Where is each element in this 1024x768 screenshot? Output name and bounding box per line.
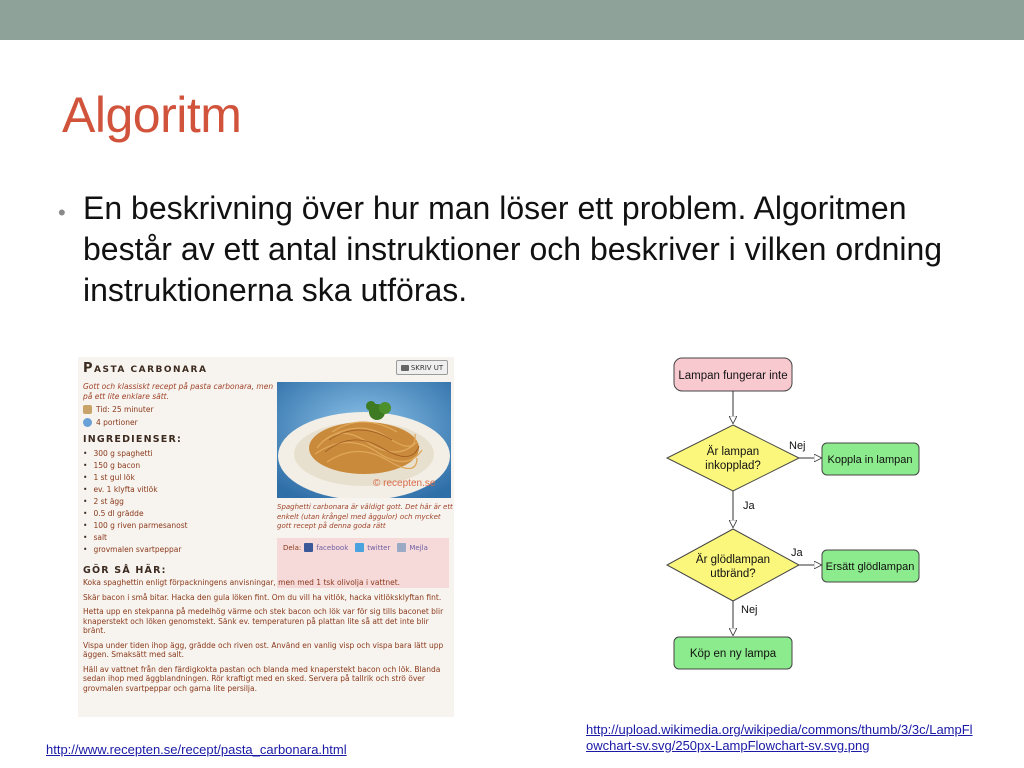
recipe-portions — [83, 418, 138, 427]
print-label: SKRIV UT — [410, 363, 444, 372]
recipe-step: Koka spaghettin enligt förpackningens anvisningar, men med 1 tsk olivolja i vattnet. — [83, 578, 401, 587]
mail-icon[interactable] — [397, 543, 406, 552]
recipe-source-link[interactable]: http://www.recepten.se/recept/pasta_carbonara.html — [46, 742, 347, 757]
facebook-icon[interactable] — [304, 543, 313, 552]
recipe-step: Vispa under tiden ihop ägg, grädde och riven ost. Använd en vanlig visp och vispa bara lätt upp äggen. Smaksätt med salt. — [83, 640, 444, 659]
ingredients-heading: INGREDIENSER: — [83, 434, 182, 445]
ingredient-item: • ev. 1 klyfta vitlök — [83, 484, 188, 496]
ingredient-item: • 1 st gul lök — [83, 472, 188, 484]
plate-icon — [83, 418, 92, 427]
flowchart-link-line1[interactable]: http://upload.wikimedia.org/wikipedia/commons/thumb/3/3c/LampFl — [586, 722, 973, 737]
ingredients-list — [83, 448, 188, 556]
recipe-steps — [83, 578, 451, 698]
q1-line1: Är lampan — [706, 446, 760, 458]
slide-title: Algoritm — [62, 87, 242, 143]
recipe-intro: Gott och klassiskt recept på pasta carbonara, men på ett lite enklare sätt. — [83, 382, 274, 401]
q2-line1: Är glödlampan — [695, 554, 771, 566]
ingredient-item: • 2 st ägg — [83, 496, 188, 508]
hourglass-icon — [83, 405, 92, 414]
q2-no-label: Nej — [741, 604, 758, 616]
recipe-time — [83, 405, 154, 414]
print-button[interactable] — [396, 360, 448, 375]
twitter-link[interactable]: twitter — [367, 543, 391, 552]
q1-line2: inkopplad? — [705, 460, 761, 472]
ingredient-item: • grovmalen svartpeppar — [83, 544, 188, 556]
pasta-photo — [277, 382, 451, 498]
lamp-flowchart — [663, 355, 933, 675]
how-heading: GÖR SÅ HÄR: — [83, 565, 167, 576]
mail-link[interactable]: Mejla — [409, 543, 428, 552]
ingredient-item: • salt — [83, 532, 188, 544]
ingredient-item: • 100 g riven parmesanost — [83, 520, 188, 532]
ingredient-item: • 0.5 dl grädde — [83, 508, 188, 520]
q2-yes-label: Ja — [791, 547, 803, 559]
photo-caption: Spaghetti carbonara är väldigt gott. Det här är ett enkelt (utan krångel med äggulor) och mycket gott recept på denna goda rätt — [277, 503, 453, 530]
top-banner — [0, 0, 1024, 40]
recipe-step: Hetta upp en stekpanna på medelhög värme och stek bacon och lök var för sig tills baconet blir knaperstekt och löken genomstekt. Sänk ev. temperaturen på plattan lite så att det inte blir bränt. — [83, 607, 444, 635]
flowchart-source-link[interactable] — [586, 722, 973, 754]
recipe-title: PASTA CARBONARA — [83, 361, 208, 376]
pasta-image — [277, 382, 451, 498]
recipe-screenshot — [78, 357, 454, 717]
action-1-text: Koppla in lampan — [827, 454, 913, 466]
q1-no-label: Nej — [789, 440, 806, 452]
ingredient-item: • 150 g bacon — [83, 460, 188, 472]
recipe-step: Skär bacon i små bitar. Hacka den gula löken fint. Om du vill ha vitlök, hacka vitlöksklyftan fint. — [83, 592, 442, 602]
flow-start-text: Lampan fungerar inte — [678, 370, 788, 382]
bullet-marker: • — [58, 200, 66, 225]
portions-text: 4 portioner — [96, 418, 138, 427]
action-2-text: Ersätt glödlampan — [825, 561, 915, 573]
flow-decision-1 — [667, 425, 799, 491]
facebook-link[interactable]: facebook — [316, 543, 349, 552]
photo-watermark: © recepten.se — [373, 478, 436, 489]
recipe-step: Häll av vattnet från den färdigkokta pastan och blanda med knaperstekt bacon och lök. Blanda sedan ihop med äggblandningen. Rör kraftigt med en sked. Servera på tallrik och strö över grovmalen svartpeppar och garna lite persilja. — [83, 664, 441, 693]
q1-yes-label: Ja — [743, 500, 755, 512]
printer-icon — [401, 365, 409, 371]
q2-line2: utbränd? — [710, 568, 756, 580]
flowchart-link-line2[interactable]: owchart-sv.svg/250px-LampFlowchart-sv.svg.png — [586, 738, 870, 753]
time-text: Tid: 25 minuter — [96, 405, 154, 414]
bullet-text: En beskrivning över hur man löser ett problem. Algoritmen består av ett antal instruktioner och beskriver i vilken ordning instruktionerna ska utföras. — [83, 190, 943, 308]
share-label: Dela: — [283, 543, 302, 552]
twitter-icon[interactable] — [355, 543, 364, 552]
ingredient-item: • 300 g spaghetti — [83, 448, 188, 460]
flow-end-text: Köp en ny lampa — [689, 648, 777, 660]
